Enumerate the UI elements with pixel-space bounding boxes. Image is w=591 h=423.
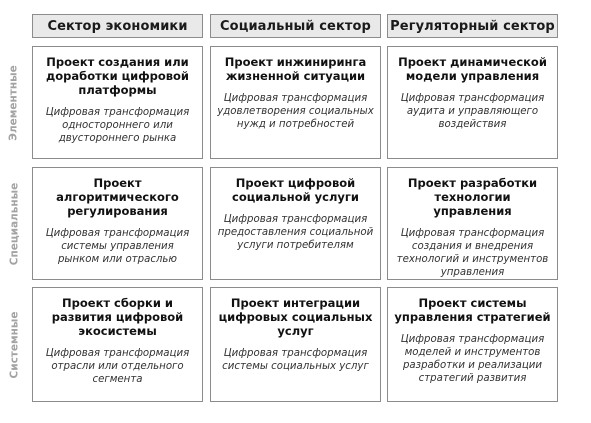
column-header-regulatory: Регуляторный сектор	[387, 14, 558, 38]
cell-systemic-economy	[32, 287, 203, 402]
project-description: Цифровая трансформация аудита и управляющего воздействия	[400, 93, 545, 130]
project-title: Проект цифровой социальной услуги	[232, 176, 359, 204]
project-title: Проект сборки и развития цифровой экосистемы	[51, 296, 184, 338]
cell-elementary-social	[210, 46, 381, 159]
column-header-economy: Сектор экономики	[32, 14, 203, 38]
project-title: Проект системы управления стратегией	[394, 296, 551, 324]
row-label-systemic: Системные	[8, 311, 21, 378]
project-description: Цифровая трансформация отрасли или отдельного сегмента	[45, 348, 190, 385]
row-label-special: Специальные	[8, 182, 21, 265]
project-title: Проект динамической модели управления	[398, 55, 547, 83]
project-title: Проект интеграции цифровых социальных услуг	[218, 296, 373, 338]
project-description: Цифровая трансформация одностороннего или двустороннего рынка	[45, 107, 190, 144]
cell-systemic-social	[210, 287, 381, 402]
project-title: Проект создания или доработки цифровой платформы	[45, 55, 189, 97]
project-title: Проект разработки технологии управления	[407, 176, 538, 218]
project-title: Проект алгоритмического регулирования	[56, 176, 179, 218]
project-description: Цифровая трансформация удовлетворения социальных нужд и потребностей	[217, 93, 374, 130]
cell-special-regulatory	[387, 167, 558, 280]
project-description: Цифровая трансформация создания и внедрения технологий и инструментов управления	[396, 228, 549, 278]
cell-elementary-regulatory	[387, 46, 558, 159]
project-description: Цифровая трансформация предоставления социальной услуги потребителям	[217, 214, 374, 251]
row-label-elementary: Элементные	[8, 64, 20, 141]
cell-systemic-regulatory	[387, 287, 558, 402]
project-description: Цифровая трансформация моделей и инструментов разработки и реализации стратегий развития	[400, 334, 545, 384]
column-header-social: Социальный сектор	[210, 14, 381, 38]
project-description: Цифровая трансформация системы управления рынком или отраслью	[45, 228, 190, 265]
project-title: Проект инжиниринга жизненной ситуации	[224, 55, 367, 83]
cell-special-social	[210, 167, 381, 280]
project-description: Цифровая трансформация системы социальных услуг	[222, 348, 369, 372]
cell-special-economy	[32, 167, 203, 280]
cell-elementary-economy	[32, 46, 203, 159]
